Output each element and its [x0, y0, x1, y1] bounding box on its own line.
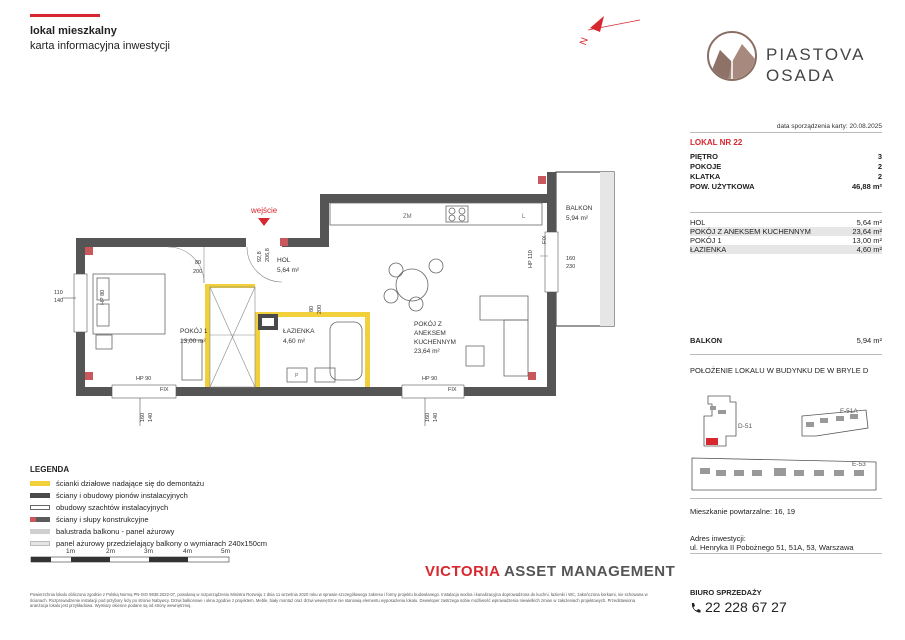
legend-item: [30, 513, 267, 525]
room-label: ŁAZIENKA: [690, 245, 727, 254]
legend-item: [30, 489, 267, 501]
room-pokoj1-name: POKÓJ 1: [180, 328, 208, 335]
spec-row: [690, 172, 882, 182]
repeat-info: Mieszkanie powtarzalne: 16, 19: [690, 507, 796, 516]
mark-200: 200: [193, 269, 203, 275]
room-kitchen-line1: POKÓJ Z: [414, 321, 442, 328]
spec-row: [690, 162, 882, 172]
legend-title: LEGENDA: [30, 465, 70, 474]
spec-row: [690, 182, 882, 192]
site-label-d51: D-51: [738, 423, 753, 430]
mark-230: 230: [566, 264, 576, 270]
scale-label: 4m: [183, 548, 193, 555]
balcony-label: BALKON: [690, 336, 723, 345]
room-row: [690, 236, 882, 245]
north-arrow-icon: [578, 16, 640, 47]
mark-160: 160: [140, 412, 146, 422]
scale-label: 3m: [144, 548, 154, 555]
legend-item: [30, 477, 267, 489]
room-hol-area: 5,64 m²: [277, 267, 300, 274]
spec-value: 2: [877, 162, 882, 171]
legend-swatch: [30, 505, 50, 510]
page-title: lokal mieszkalny: [30, 25, 117, 37]
page-subtitle: karta informacyjna inwestycji: [30, 40, 170, 52]
site-label-f51a: F-51A: [840, 408, 858, 415]
legend-label: balustrada balkonu - panel ażurowy: [56, 526, 175, 536]
room-kitchen-line3: KUCHENNYM: [414, 339, 456, 346]
mark-hp90: HP 90: [136, 376, 152, 382]
spec-value: 46,88 m²: [851, 182, 882, 191]
divider: [690, 132, 882, 133]
mark-92: 92,8: [257, 251, 263, 262]
room-lazienka-area: 4,60 m²: [283, 338, 306, 345]
spec-row: [690, 152, 882, 162]
mark-hp80: HP 80: [100, 289, 106, 305]
legend-label: ścianki działowe nadające się do demontażu: [56, 478, 205, 488]
mark-200b: 200: [317, 304, 323, 314]
legend-label: obudowy szachtów instalacyjnych: [56, 502, 169, 512]
lokal-number: LOKAL NR 22: [690, 138, 743, 147]
divider: [690, 498, 882, 499]
scale-bar: [30, 545, 240, 569]
entrance-label: wejście: [251, 206, 278, 215]
legend-swatch: [30, 517, 50, 522]
partition-walls: [205, 284, 370, 387]
room-balkon-area: 5,94 m²: [566, 215, 589, 222]
spec-value: 3: [877, 152, 882, 161]
brand-name: [766, 44, 865, 86]
legend: [30, 465, 267, 549]
sales-phone[interactable]: 22 228 67 27: [705, 599, 787, 615]
room-row: [690, 218, 882, 227]
mark-fix: FIX: [160, 387, 169, 393]
mark-fix: FIX: [542, 235, 548, 244]
spec-value: 2: [877, 172, 882, 181]
mark-160: 160: [566, 256, 576, 262]
mark-206: 206,8: [265, 248, 271, 262]
mark-110: 110: [54, 290, 63, 296]
room-label: POKÓJ 1: [690, 236, 722, 245]
spec-label: POKOJE: [690, 162, 722, 171]
spec-label: KLATKA: [690, 172, 721, 181]
location-title: POŁOŻENIE LOKALU W BUDYNKU DE W BRYLE D: [690, 366, 869, 375]
furniture: [93, 203, 542, 382]
spec-list: [690, 152, 882, 192]
address: ul. Henryka II Pobożnego 51, 51A, 53, Warszawa: [690, 543, 854, 552]
scale-label: 1m: [66, 548, 76, 555]
svg-text:N: N: [578, 36, 591, 47]
legend-label: panel ażurowy przedzielający balkony o wymiarach 240x150cm: [56, 538, 267, 548]
legend-swatch: [30, 529, 50, 534]
room-pokoj1-area: 13,00 m²: [180, 338, 206, 345]
room-row: [690, 227, 882, 236]
room-value: 4,60 m²: [856, 245, 882, 254]
piastova-logo-icon: [706, 30, 758, 82]
mark-140: 140: [433, 412, 439, 422]
room-label: HOL: [690, 218, 706, 227]
divider: [690, 354, 882, 355]
site-location-map: [690, 386, 882, 498]
scale-label: 2m: [106, 548, 116, 555]
mark-hp: HP 110: [528, 250, 534, 268]
card-date: data sporządzenia karty: 20.08.2025: [776, 123, 882, 130]
room-value: 23,64 m²: [852, 227, 882, 236]
sales-office-label: BIURO SPRZEDAŻY: [690, 588, 762, 597]
room-balkon-name: BALKON: [566, 205, 593, 212]
room-kitchen-area: 23,64 m²: [414, 348, 440, 355]
room-value: 5,64 m²: [856, 218, 882, 227]
legend-item: [30, 525, 267, 537]
legend-swatch: [30, 481, 50, 486]
divider: [690, 553, 882, 554]
room-hol-name: HOL: [277, 257, 291, 264]
fixture-zm: ZM: [403, 214, 412, 220]
scale-label: 5m: [221, 548, 231, 555]
balcony-value: 5,94 m²: [856, 336, 882, 345]
room-lazienka-name: ŁAZIENKA: [283, 328, 315, 335]
mark-80b: 80: [309, 305, 315, 312]
victoria-logo: [425, 563, 675, 580]
mark-hp90: HP 90: [422, 376, 438, 382]
room-label: POKÓJ Z ANEKSEM KUCHENNYM: [690, 227, 811, 236]
asset-management-word: ASSET MANAGEMENT: [503, 563, 676, 580]
legend-label: ściany i obudowy pionów instalacyjnych: [56, 490, 188, 500]
fixture-l: L: [522, 214, 526, 220]
mark-80: 80: [195, 260, 202, 266]
balcony-railing: [600, 172, 614, 326]
disclaimer: Powierzchnia lokalu obliczona zgodnie z Polską Normą PN-ISO 9836:2022-07, powołaną w rozporządzeniu Ministra Rozwoju z dnia 11 września 2020 roku w sprawie szczegółowego zakresu i formy projektu budowlanego. Instalacja wodna i kanalizacyjna doprowadzona do kuchni, łazienki i WC, zakończona korkami, nie schowana w ścianach. Rozprowadzenie instalacji pod przybory leży po stronie Nabywcy. Drzwi balkonowe i okna zgodnie z projektem. Meble, biały montaż oraz drzwi wewnętrzne nie stanowią elementu wyposażenia lokalu. Deweloper zastrzega sobie możliwość wprowadzenia niewielkich zmian w założeniach projektowych. Przedstawiona aranżacja lokalu jest przykładowa. Wymiary okienne podane są od strony wewnętrznej.: [30, 592, 648, 609]
mark-fix: FIX: [448, 387, 457, 393]
victoria-word: VICTORIA: [425, 563, 500, 580]
legend-label: ściany i słupy konstrukcyjne: [56, 514, 149, 524]
mark-140: 140: [148, 412, 154, 422]
site-label-e53: E-53: [852, 461, 866, 468]
mark-140: 140: [54, 298, 64, 304]
room-list: [690, 218, 882, 254]
legend-item: [30, 501, 267, 513]
room-row: [690, 245, 882, 254]
spec-label: PIĘTRO: [690, 152, 718, 161]
legend-swatch: [30, 493, 50, 498]
fixture-p: P: [295, 373, 299, 379]
brand-name-line2: OSADA: [766, 66, 836, 85]
divider: [690, 212, 882, 213]
address-label: Adres inwestycji:: [690, 534, 746, 543]
balcony-row: [690, 336, 882, 346]
entrance-arrow-icon: [258, 218, 270, 226]
room-value: 13,00 m²: [852, 236, 882, 245]
brand-name-line1: PIASTOVA: [766, 45, 866, 64]
spec-label: POW. UŻYTKOWA: [690, 182, 755, 191]
phone-icon: [690, 602, 701, 614]
room-kitchen-line2: ANEKSEM: [414, 330, 446, 337]
mark-160: 160: [425, 412, 431, 422]
